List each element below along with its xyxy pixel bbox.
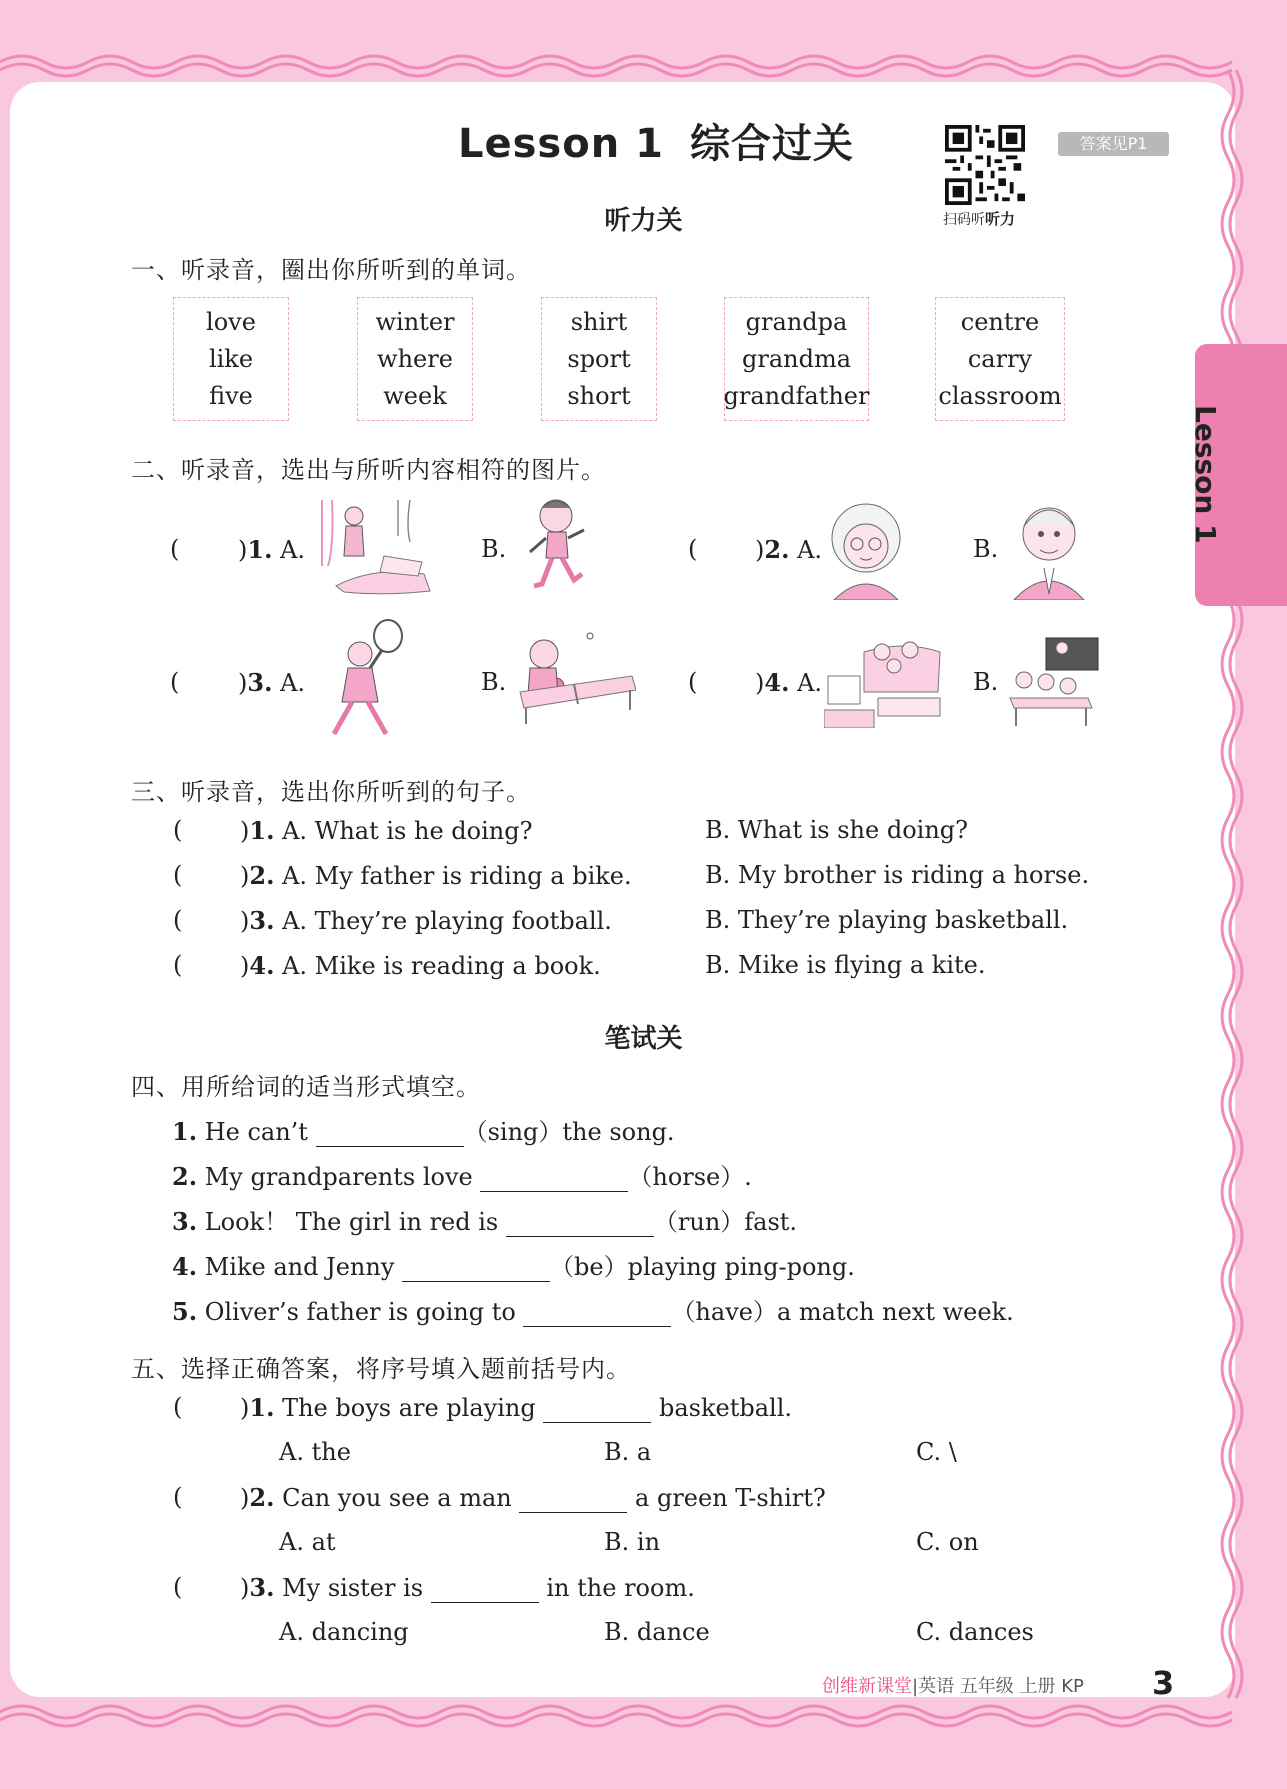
sentence-before: My sister is bbox=[282, 1574, 424, 1602]
word[interactable]: carry bbox=[967, 344, 1033, 373]
option-a-label: A. bbox=[797, 669, 823, 697]
item-number: 2. bbox=[764, 535, 790, 564]
sentence-after: a match next week. bbox=[776, 1298, 1014, 1326]
boy-running-picture[interactable] bbox=[520, 494, 590, 600]
item-number: 1. bbox=[172, 1117, 198, 1146]
q2-heading: 二、听录音，选出与所听内容相符的图片。 bbox=[131, 456, 606, 484]
answer-blank bbox=[543, 1394, 651, 1423]
footer-separator: | bbox=[912, 1676, 919, 1697]
title-cn: 综合过关 bbox=[689, 121, 854, 167]
item-number: 1. bbox=[249, 1393, 275, 1422]
sentence-after: playing ping-pong. bbox=[627, 1253, 855, 1281]
qr-label-bold: 听力 bbox=[985, 210, 1016, 228]
footer-info: 英语 五年级 上册 KP bbox=[918, 1676, 1084, 1697]
listening-section-title: 听力关 bbox=[604, 206, 683, 236]
answer-blank[interactable] bbox=[480, 1163, 628, 1192]
item-number: 2. bbox=[249, 1483, 275, 1512]
answer-paren[interactable]: ( bbox=[173, 906, 183, 934]
option-b: B. What is she doing? bbox=[705, 816, 969, 844]
word-box-1 bbox=[173, 297, 289, 421]
word[interactable]: like bbox=[208, 344, 254, 373]
word-box-2 bbox=[357, 297, 473, 421]
option-b-label: B. bbox=[481, 535, 507, 563]
answer-blank[interactable] bbox=[402, 1253, 550, 1282]
answer-paren-open[interactable]: ( bbox=[688, 535, 698, 563]
sentence-after: fast. bbox=[744, 1208, 798, 1236]
item-number: 1. bbox=[247, 535, 273, 564]
option-b: B. Mike is flying a kite. bbox=[705, 951, 986, 979]
answer-paren-close: ) bbox=[755, 536, 765, 564]
answer-blank[interactable] bbox=[506, 1208, 654, 1237]
word[interactable]: grandma bbox=[741, 344, 852, 373]
item-number: 4. bbox=[172, 1252, 198, 1281]
answer-paren[interactable]: ( bbox=[173, 861, 183, 889]
grandpa-picture[interactable] bbox=[1008, 494, 1090, 600]
answer-reference-badge: 答案见P1 bbox=[1058, 132, 1169, 156]
footer-brand: 创维新课堂 bbox=[822, 1676, 912, 1697]
classroom-picture[interactable] bbox=[1006, 636, 1100, 726]
option-a: A. the bbox=[279, 1438, 351, 1466]
writing-section-title: 笔试关 bbox=[604, 1024, 683, 1054]
sentence-after: basketball. bbox=[659, 1394, 793, 1422]
q2-item-4 bbox=[755, 668, 822, 697]
sentence-before: My grandparents love bbox=[204, 1163, 473, 1191]
item-number: 2. bbox=[172, 1162, 198, 1191]
word[interactable]: winter bbox=[375, 308, 455, 337]
word[interactable]: sport bbox=[567, 344, 631, 373]
option-c: C. dances bbox=[916, 1618, 1034, 1646]
word[interactable]: classroom bbox=[938, 381, 1062, 410]
word-hint: （sing） bbox=[463, 1118, 563, 1146]
q3-item-4: )4. A. Mike is reading a book. bbox=[240, 951, 601, 980]
option-b: B. a bbox=[604, 1438, 652, 1466]
answer-paren[interactable]: ( bbox=[173, 1393, 183, 1421]
sentence-after: the song. bbox=[562, 1118, 675, 1146]
page-footer bbox=[822, 1672, 1084, 1698]
q4-item-1 bbox=[172, 1112, 675, 1147]
word-hint: （horse）. bbox=[628, 1163, 752, 1191]
q2-item-2 bbox=[755, 535, 822, 564]
answer-blank bbox=[519, 1484, 627, 1513]
family-watching-tv-picture[interactable] bbox=[824, 632, 944, 728]
answer-paren[interactable]: ( bbox=[173, 1483, 183, 1511]
item-number: 3. bbox=[247, 668, 273, 697]
word[interactable]: shirt bbox=[570, 308, 628, 337]
q5-item-3: )3. My sister is in the room. bbox=[240, 1573, 695, 1602]
girl-playing-tennis-picture[interactable] bbox=[320, 618, 412, 742]
item-number: 2. bbox=[249, 861, 275, 890]
option-b: B. in bbox=[604, 1528, 661, 1556]
item-number: 5. bbox=[172, 1297, 198, 1326]
q4-heading: 四、用所给词的适当形式填空。 bbox=[131, 1073, 481, 1101]
word-box-5 bbox=[935, 297, 1065, 421]
sentence-after: a green T-shirt? bbox=[635, 1484, 826, 1512]
q3-item-2: )2. A. My father is riding a bike. bbox=[240, 861, 632, 890]
word[interactable]: short bbox=[567, 381, 631, 410]
sentence-before: Look！ The girl in red is bbox=[204, 1208, 499, 1236]
answer-paren[interactable]: ( bbox=[173, 816, 183, 844]
qr-code-icon[interactable] bbox=[945, 125, 1025, 205]
q2-item-3 bbox=[238, 668, 305, 697]
word[interactable]: centre bbox=[960, 308, 1040, 337]
option-b: B. My brother is riding a horse. bbox=[705, 861, 1090, 889]
item-number: 4. bbox=[764, 668, 790, 697]
option-a: A. My father is riding a bike. bbox=[282, 862, 632, 890]
q5-heading: 五、选择正确答案，将序号填入题前括号内。 bbox=[131, 1355, 631, 1383]
q5-item-1: )1. The boys are playing basketball. bbox=[240, 1393, 793, 1422]
answer-paren[interactable]: ( bbox=[173, 1573, 183, 1601]
answer-paren-close: ) bbox=[238, 669, 248, 697]
item-number: 3. bbox=[249, 1573, 275, 1602]
word-box-3 bbox=[541, 297, 657, 421]
q4-item-2 bbox=[172, 1157, 752, 1192]
answer-blank[interactable] bbox=[523, 1298, 671, 1327]
item-number: 4. bbox=[249, 951, 275, 980]
answer-paren-close: ) bbox=[238, 536, 248, 564]
answer-paren[interactable]: ( bbox=[173, 951, 183, 979]
option-a: A. They’re playing football. bbox=[282, 907, 612, 935]
option-c: C. on bbox=[916, 1528, 979, 1556]
q4-item-3 bbox=[172, 1202, 797, 1237]
word[interactable]: week bbox=[383, 381, 447, 410]
option-b: B. dance bbox=[604, 1618, 710, 1646]
sentence-before: Mike and Jenny bbox=[204, 1253, 395, 1281]
option-a: A. What is he doing? bbox=[282, 817, 533, 845]
word-hint: （be） bbox=[550, 1253, 628, 1281]
answer-paren-open[interactable]: ( bbox=[170, 535, 180, 563]
word-hint: （run） bbox=[653, 1208, 745, 1236]
q3-item-3: )3. A. They’re playing football. bbox=[240, 906, 612, 935]
answer-blank bbox=[431, 1574, 539, 1603]
answer-paren-open[interactable]: ( bbox=[170, 668, 180, 696]
answer-blank[interactable] bbox=[316, 1118, 464, 1147]
q1-heading: 一、听录音，圈出你所听到的单词。 bbox=[131, 256, 531, 284]
item-number: 3. bbox=[172, 1207, 198, 1236]
option-b: B. They’re playing basketball. bbox=[705, 906, 1069, 934]
item-number: 1. bbox=[249, 816, 275, 845]
sentence-before: The boys are playing bbox=[282, 1394, 536, 1422]
option-a: A. at bbox=[279, 1528, 336, 1556]
q3-heading: 三、听录音，选出你所听到的句子。 bbox=[131, 778, 531, 806]
option-a-label: A. bbox=[797, 536, 823, 564]
option-b-label: B. bbox=[481, 668, 507, 696]
page-number: 3 bbox=[1152, 1664, 1175, 1702]
q4-item-4 bbox=[172, 1247, 855, 1282]
word[interactable]: grandfather bbox=[723, 381, 870, 410]
word-box-4 bbox=[724, 297, 869, 421]
girl-tidying-bedroom-picture[interactable] bbox=[314, 496, 439, 596]
option-a: A. dancing bbox=[279, 1618, 409, 1646]
q4-item-5 bbox=[172, 1292, 1014, 1327]
word[interactable]: love bbox=[206, 308, 256, 337]
word[interactable]: five bbox=[209, 381, 253, 410]
option-b-label: B. bbox=[973, 668, 999, 696]
sentence-before: Oliver’s father is going to bbox=[204, 1298, 516, 1326]
sentence-before: He can’t bbox=[204, 1118, 308, 1146]
option-a-label: A. bbox=[280, 536, 306, 564]
title-lesson: Lesson 1 bbox=[458, 121, 664, 167]
option-b-label: B. bbox=[973, 535, 999, 563]
option-a: A. Mike is reading a book. bbox=[282, 952, 601, 980]
q5-item-2: )2. Can you see a man a green T-shirt? bbox=[240, 1483, 826, 1512]
page-title bbox=[458, 112, 854, 169]
word[interactable]: where bbox=[377, 344, 453, 373]
word-hint: （have） bbox=[671, 1298, 777, 1326]
grandma-picture[interactable] bbox=[826, 496, 906, 600]
qr-label-prefix: 扫码听 bbox=[943, 212, 985, 228]
option-c: C. \ bbox=[916, 1438, 957, 1466]
item-number: 3. bbox=[249, 906, 275, 935]
answer-paren-close: ) bbox=[755, 669, 765, 697]
q2-item-1 bbox=[238, 535, 305, 564]
answer-paren-open[interactable]: ( bbox=[688, 668, 698, 696]
q3-item-1: )1. A. What is he doing? bbox=[240, 816, 533, 845]
sentence-after: in the room. bbox=[546, 1574, 695, 1602]
side-tab-label: Lesson 1 bbox=[1189, 405, 1222, 544]
option-a-label: A. bbox=[280, 669, 306, 697]
word[interactable]: grandpa bbox=[745, 308, 848, 337]
girl-playing-ping-pong-picture[interactable] bbox=[514, 632, 636, 724]
sentence-before: Can you see a man bbox=[282, 1484, 512, 1512]
